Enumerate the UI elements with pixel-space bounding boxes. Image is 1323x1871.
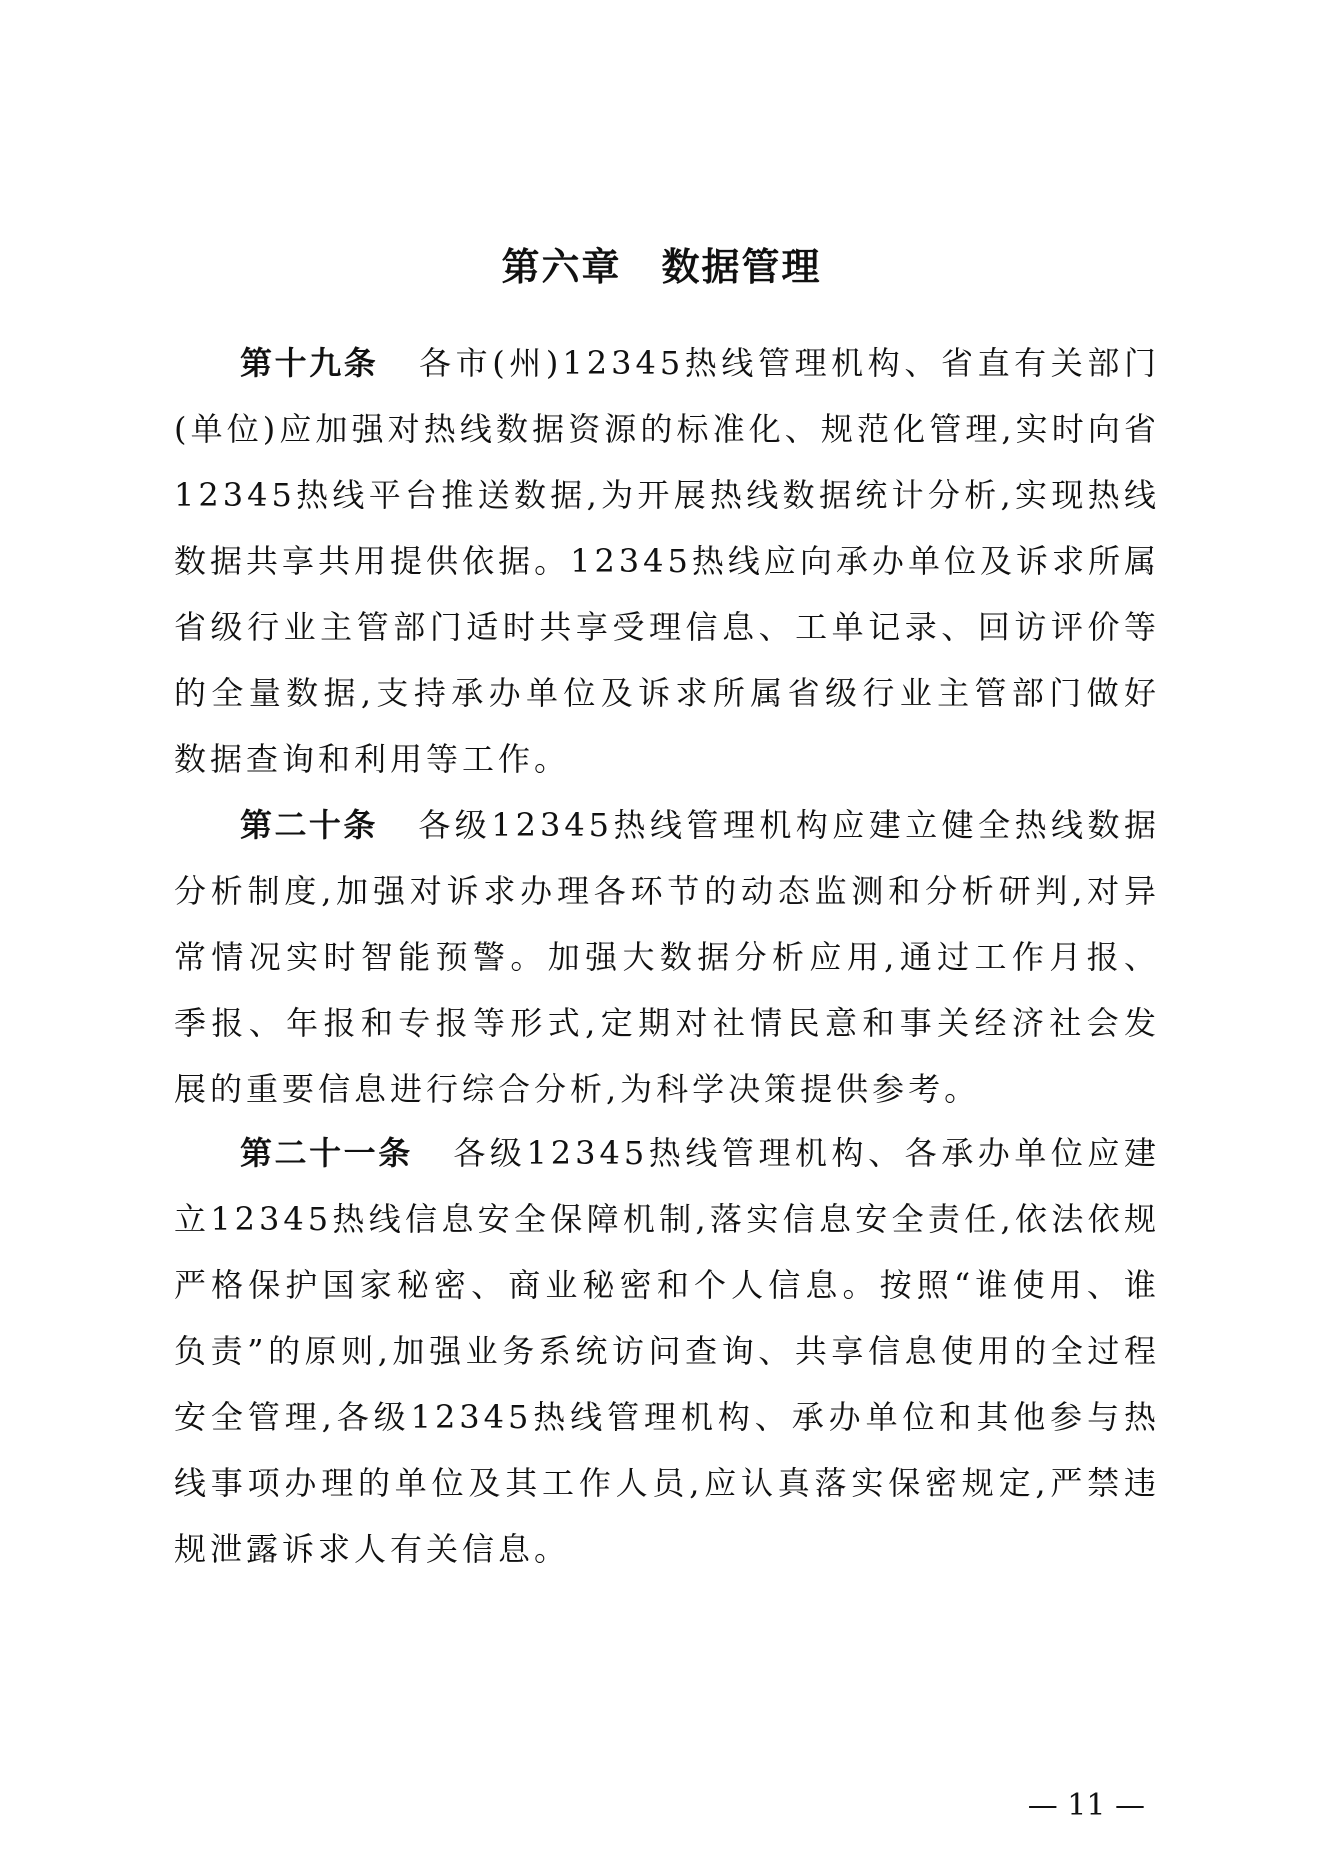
article-body: 各市(州)12345热线管理机构、省直有关部门(单位)应加强对热线数据资源的标准化、规范化管理,实时向省12345热线平台推送数据,为开展热线数据统计分析,实现热线数据共享共用提供依据。12345热线应向承办单位及诉求所属省级行业主管部门适时共享受理信息、工单记录、回访评价等的全量数据,支持承办单位及诉求所属省级行业主管部门做好数据查询和利用等工作。 [174, 344, 1160, 778]
chapter-title: 第六章 数据管理 [501, 245, 822, 289]
article-19 [174, 330, 1160, 792]
article-body: 各级12345热线管理机构应建立健全热线数据分析制度,加强对诉求办理各环节的动态监测和分析研判,对异常情况实时智能预警。加强大数据分析应用,通过工作月报、季报、年报和专报等形式,定期对社情民意和事关经济社会发展的重要信息进行综合分析,为科学决策提供参考。 [174, 806, 1160, 1108]
article-body: 各级12345热线管理机构、各承办单位应建立12345热线信息安全保障机制,落实信息安全责任,依法依规严格保护国家秘密、商业秘密和个人信息。按照“谁使用、谁负责”的原则,加强业务系统访问查询、共享信息使用的全过程安全管理,各级12345热线管理机构、承办单位和其他参与热线事项办理的单位及其工作人员,应认真落实保密规定,严禁违规泄露诉求人有关信息。 [174, 1134, 1160, 1568]
article-21 [174, 1120, 1160, 1582]
article-heading: 第二十条 [240, 806, 378, 844]
article-heading: 第十九条 [240, 344, 379, 382]
page-number: — 11 — [1027, 1788, 1145, 1823]
article-heading: 第二十一条 [240, 1134, 413, 1172]
article-20 [174, 792, 1160, 1122]
